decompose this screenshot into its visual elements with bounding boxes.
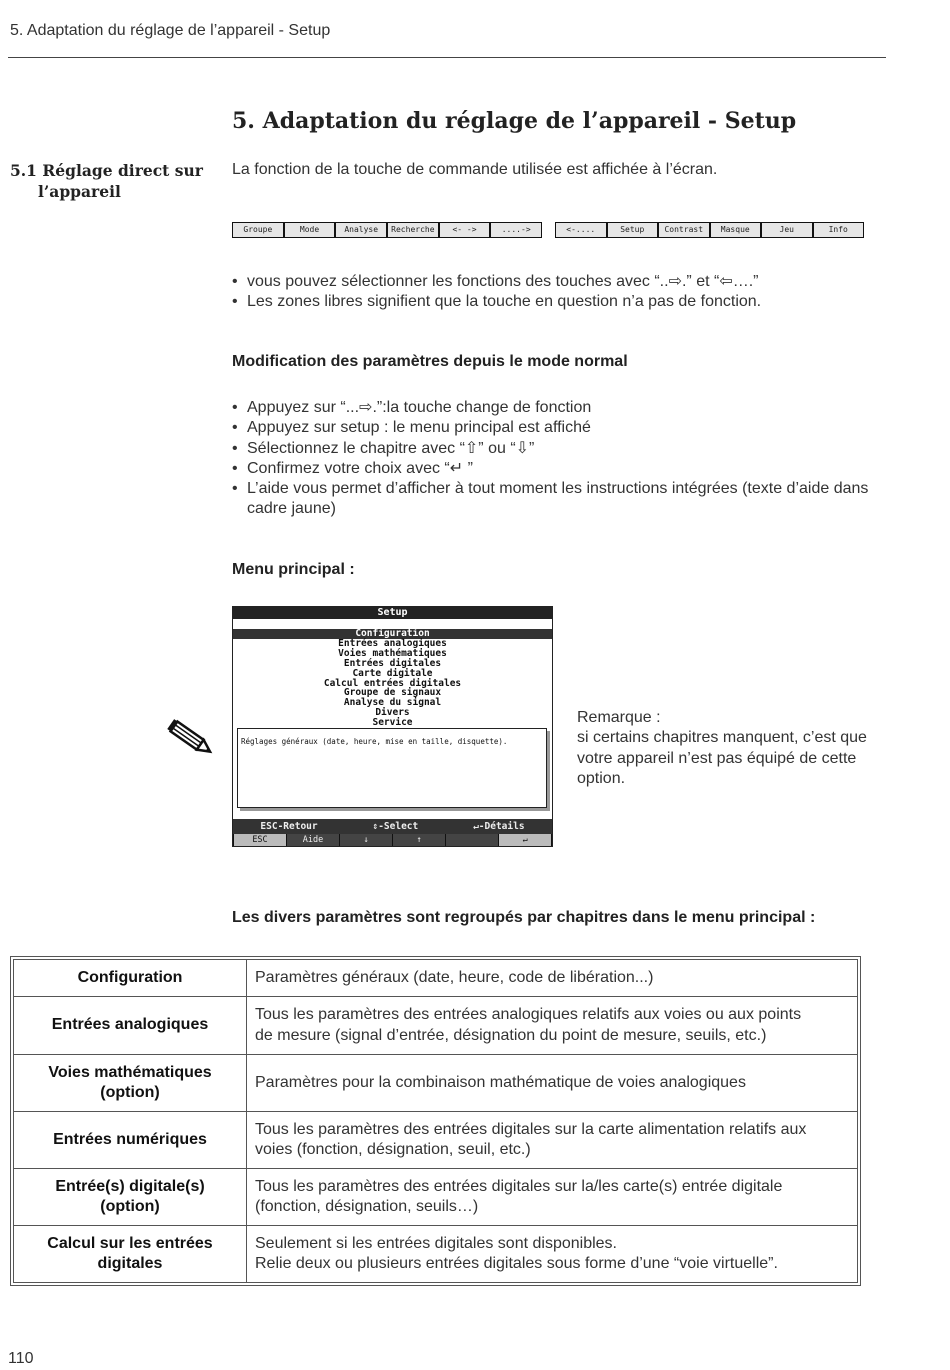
table-cell-chapter: Calcul sur les entrées digitales — [14, 1226, 247, 1283]
screen-menu-item: Groupe de signaux — [343, 687, 442, 699]
table-row — [14, 1226, 858, 1283]
softkey: Info — [814, 223, 864, 237]
table-cell-chapter: Entrées analogiques — [14, 997, 247, 1055]
screen-softkey: ESC — [234, 834, 286, 846]
screen-softkey — [446, 834, 498, 846]
note-label: Remarque : — [577, 709, 661, 726]
section-heading-line1: 5.1 Réglage direct sur — [10, 161, 203, 180]
table-cell-description: Paramètres généraux (date, heure, code de libération...) — [247, 960, 858, 997]
screen-status-item: ESC-Retour — [260, 821, 318, 832]
softkey: <-.... — [556, 223, 606, 237]
table-cell-description: Seulement si les entrées digitales sont disponibles. Relie deux ou plusieurs entrées digitales sous forme d’une “voie virtuelle”. — [247, 1226, 858, 1283]
softkey-bar-left — [232, 222, 542, 238]
table-cell-description: Tous les paramètres des entrées digitales sur la carte alimentation relatifs aux voies (fonction, désignation, seuil, etc.) — [247, 1112, 858, 1169]
softkey: Mode — [285, 223, 335, 237]
table-cell-description: Tous les paramètres des entrées analogiques relatifs aux voies ou aux points de mesure (signal d’entrée, désignation du point de mesure, seuils, etc.) — [247, 997, 858, 1055]
softkey: <- -> — [440, 223, 490, 237]
screen-status-item: ↵-Détails — [473, 821, 525, 832]
note-text: si certains chapitres manquent, c’est que votre appareil n’est pas équipé de cette option. — [577, 729, 867, 787]
softkey: Analyse — [336, 223, 386, 237]
section-heading — [10, 160, 210, 202]
table-row — [14, 1169, 858, 1226]
softkey: Jeu — [762, 223, 812, 237]
screen-softkey: ↓ — [340, 834, 392, 846]
softkey: ....-> — [491, 223, 541, 237]
running-header: 5. Adaptation du réglage de l’appareil - Setup — [10, 22, 331, 39]
softkey: Recherche — [388, 223, 438, 237]
screen-menu-item: Divers — [375, 707, 410, 719]
table-cell-description: Paramètres pour la combinaison mathématique de voies analogiques — [247, 1055, 858, 1112]
screen-title: Setup — [233, 607, 552, 619]
list-item: • L’aide vous permet d’afficher à tout moment les instructions intégrées (texte d’aide dans cadre jaune) — [232, 479, 872, 520]
chapter-title: 5. Adaptation du réglage de l’appareil - Setup — [232, 108, 797, 134]
screen-menu-item: Voies mathématiques — [338, 647, 447, 659]
parameters-table — [10, 956, 861, 1286]
screen-menu-item: Calcul entrées digitales — [323, 677, 462, 689]
table-cell-chapter: Configuration — [14, 960, 247, 997]
table-row — [14, 1055, 858, 1112]
screen-menu-item: Analyse du signal — [343, 697, 442, 709]
softkey-bar-right — [555, 222, 864, 238]
subheading-parameters: Les divers paramètres sont regroupés par chapitres dans le menu principal : — [232, 909, 816, 926]
screen-menu-item: Configuration — [233, 629, 552, 639]
screen-help-box — [237, 728, 547, 808]
table-cell-chapter: Entrée(s) digitale(s) (option) — [14, 1169, 247, 1226]
list-item: • Appuyez sur setup : le menu principal est affiché — [232, 418, 872, 438]
screen-menu-item: Carte digitale — [352, 667, 433, 679]
screen-menu-item: Entrées digitales — [343, 657, 442, 669]
table-row — [14, 960, 858, 997]
screen-menu-item: Entrées analogiques — [338, 637, 447, 649]
page-number: 110 — [8, 1350, 34, 1367]
pencil-icon — [166, 716, 218, 762]
screen-status-bar — [233, 819, 552, 834]
softkey: Masque — [711, 223, 761, 237]
screen-softkey: ↑ — [393, 834, 445, 846]
list-item: • vous pouvez sélectionner les fonctions des touches avec “..⇨.” et “⇦….” — [232, 272, 872, 292]
section-heading-line2: l’appareil — [38, 182, 121, 201]
note-block — [577, 708, 877, 789]
softkey: Contrast — [659, 223, 709, 237]
bullet-list-softkeys — [232, 272, 872, 313]
softkey: Groupe — [233, 223, 283, 237]
header-divider — [8, 57, 886, 58]
screen-softkey: ↵ — [499, 834, 551, 846]
subheading-modification: Modification des paramètres depuis le mode normal — [232, 353, 628, 370]
table-row — [14, 1112, 858, 1169]
screen-menu-list — [233, 629, 552, 728]
table-row — [14, 997, 858, 1055]
list-item: • Sélectionnez le chapitre avec “⇧” ou “⇩” — [232, 439, 872, 459]
bullet-list-steps — [232, 398, 872, 520]
list-item: • Appuyez sur “...⇨.”:la touche change de fonction — [232, 398, 872, 418]
table-cell-description: Tous les paramètres des entrées digitales sur la/les carte(s) entrée digitale (fonction, désignation, seuils…) — [247, 1169, 858, 1226]
screen-softkey-row — [233, 834, 552, 846]
subheading-main-menu: Menu principal : — [232, 561, 355, 578]
list-item: • Les zones libres signifient que la touche en question n’a pas de fonction. — [232, 292, 872, 312]
screen-help-text: Réglages généraux (date, heure, mise en taille, disquette). — [241, 737, 508, 746]
table-cell-chapter: Entrées numériques — [14, 1112, 247, 1169]
intro-text: La fonction de la touche de commande utilisée est affichée à l’écran. — [232, 161, 718, 178]
list-item: • Confirmez votre choix avec “↵ ” — [232, 459, 872, 479]
screen-softkey: Aide — [287, 834, 339, 846]
screen-menu-item: Service — [372, 717, 413, 729]
setup-screen-figure — [232, 606, 553, 847]
softkey: Setup — [608, 223, 658, 237]
screen-status-item: ⇕-Select — [372, 821, 419, 832]
table-cell-chapter: Voies mathématiques (option) — [14, 1055, 247, 1112]
